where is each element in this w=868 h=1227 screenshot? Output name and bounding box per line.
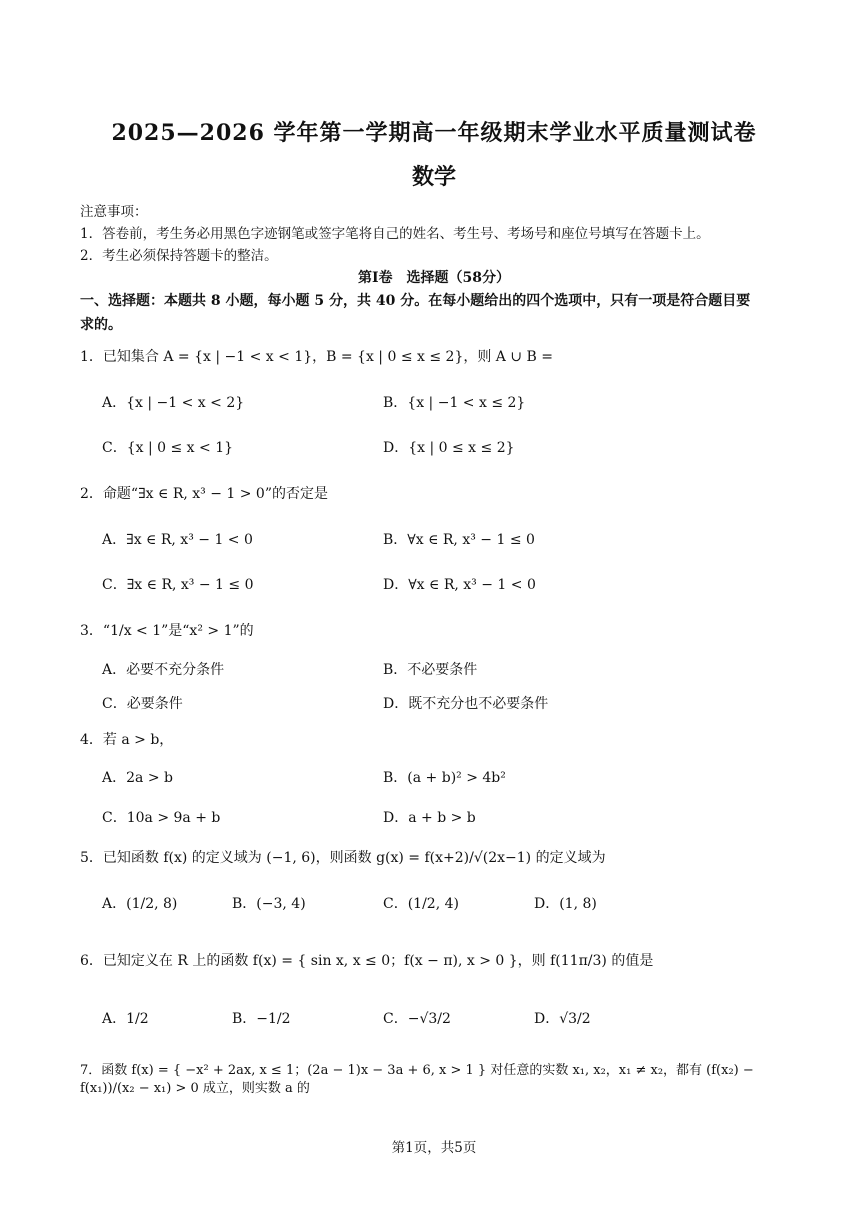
question-1-option-d: D．{x | 0 ≤ x ≤ 2}	[383, 440, 515, 456]
question-5-option-d: D．(1, 8)	[534, 896, 597, 912]
question-4-stem: 4．若 a > b，	[80, 732, 174, 748]
question-4-option-b: B．(a + b)² > 4b²	[383, 770, 506, 786]
question-4-option-d: D．a + b > b	[383, 810, 476, 826]
note-item-1: 1．答卷前，考生务必用黑色字迹钢笔或签字笔将自己的姓名、考生号、考场号和座位号填写在答题卡上。	[80, 226, 710, 242]
question-2-option-a: A．∃x ∈ R, x³ − 1 < 0	[102, 532, 253, 548]
question-3-option-c: C．必要条件	[102, 696, 183, 712]
question-1-stem: 1．已知集合 A = {x | −1 < x < 1}，B = {x | 0 ≤ x ≤ 2}，则 A ∪ B =	[80, 349, 554, 365]
question-2-option-d: D．∀x ∈ R, x³ − 1 < 0	[383, 577, 536, 593]
subject-title: 数学	[411, 164, 456, 190]
question-1-option-b: B．{x | −1 < x ≤ 2}	[383, 395, 526, 411]
note-item-2: 2．考生必须保持答题卡的整洁。	[80, 248, 278, 264]
question-5-option-b: B．(−3, 4)	[232, 896, 306, 912]
question-3-option-b: B．不必要条件	[383, 662, 478, 678]
question-6-option-b: B．−1/2	[232, 1011, 291, 1027]
question-2-option-b: B．∀x ∈ R, x³ − 1 ≤ 0	[383, 532, 535, 548]
section-instruction-line1: 一、选择题：本题共 8 小题，每小题 5 分，共 40 分。在每小题给出的四个选项中，只有一项是符合题目要	[80, 293, 751, 309]
question-1-option-a: A．{x | −1 < x < 2}	[102, 395, 245, 411]
question-4-option-c: C．10a > 9a + b	[102, 810, 221, 826]
question-3-option-d: D．既不充分也不必要条件	[383, 696, 549, 712]
question-4-option-a: A．2a > b	[102, 770, 173, 786]
page-footer: 第1页，共5页	[391, 1140, 477, 1156]
question-6-stem: 6．已知定义在 R 上的函数 f(x) = { sin x, x ≤ 0；f(x − π), x > 0 }，则 f(11π/3) 的值是	[80, 953, 654, 969]
question-5-stem: 5．已知函数 f(x) 的定义域为 (−1, 6)，则函数 g(x) = f(x+2)/√(2x−1) 的定义域为	[80, 850, 606, 866]
question-2-stem: 2．命题“∃x ∈ R, x³ − 1 > 0”的否定是	[80, 486, 329, 502]
question-1-option-c: C．{x | 0 ≤ x < 1}	[102, 440, 234, 456]
notes-heading: 注意事项：	[80, 204, 148, 220]
question-6-option-c: C．−√3/2	[383, 1011, 451, 1027]
question-2-option-c: C．∃x ∈ R, x³ − 1 ≤ 0	[102, 577, 254, 593]
section-instruction-line2: 求的。	[80, 317, 122, 333]
question-7-stem: 7．函数 f(x) = { −x² + 2ax, x ≤ 1；(2a − 1)x − 3a + 6, x > 1 } 对任意的实数 x₁, x₂，x₁ ≠ x₂，都有 (f(x₂) − f(x₁))/(x₂ − x₁) > 0 成立，则实数 a 的	[80, 1063, 754, 1096]
question-5-option-c: C．(1/2, 4)	[383, 896, 459, 912]
question-3-option-a: A．必要不充分条件	[102, 662, 225, 678]
question-6-option-d: D．√3/2	[534, 1011, 591, 1027]
exam-title: 2025—2026 学年第一学期高一年级期末学业水平质量测试卷	[111, 120, 757, 146]
question-3-stem: 3．“1/x < 1”是“x² > 1”的	[80, 623, 254, 639]
question-6-option-a: A．1/2	[102, 1011, 149, 1027]
question-5-option-a: A．(1/2, 8)	[102, 896, 178, 912]
part-title: 第Ⅰ卷 选择题（58分）	[357, 270, 511, 286]
